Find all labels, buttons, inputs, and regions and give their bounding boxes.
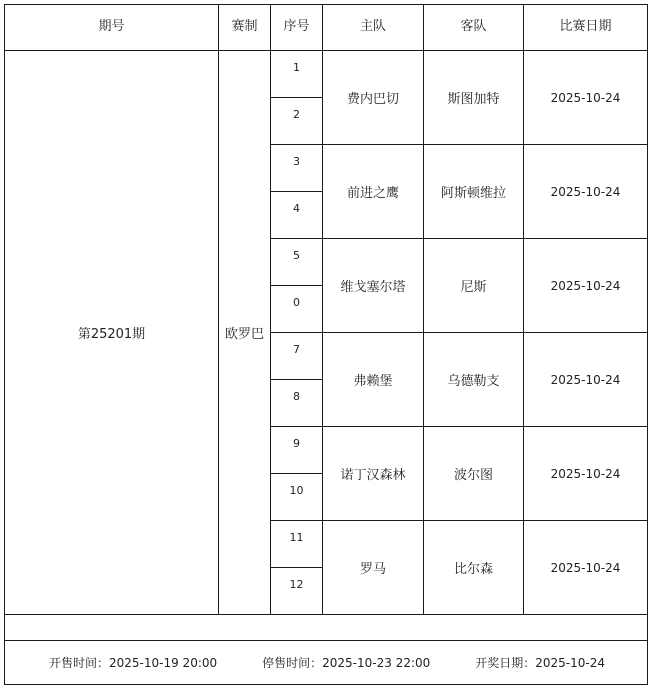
header-away: 客队 bbox=[424, 5, 524, 51]
match-date-cell: 2025-10-24 bbox=[524, 333, 648, 427]
header-home: 主队 bbox=[323, 5, 424, 51]
empty-cell bbox=[5, 615, 648, 641]
seq-cell: 10 bbox=[271, 474, 323, 521]
home-team-cell: 诺丁汉森林 bbox=[323, 427, 424, 521]
home-team-cell: 维戈塞尔塔 bbox=[323, 239, 424, 333]
seq-cell: 9 bbox=[271, 427, 323, 474]
seq-cell: 12 bbox=[271, 568, 323, 615]
match-date-cell: 2025-10-24 bbox=[524, 51, 648, 145]
seq-cell: 8 bbox=[271, 380, 323, 427]
sale-close-time: 停售时间：2025-10-23 22:00 bbox=[262, 656, 431, 670]
home-team-cell: 前进之鹰 bbox=[323, 145, 424, 239]
header-period: 期号 bbox=[5, 5, 219, 51]
header-row bbox=[5, 5, 648, 51]
competition-cell: 欧罗巴 bbox=[219, 51, 271, 615]
seq-cell: 1 bbox=[271, 51, 323, 98]
away-team-cell: 波尔图 bbox=[424, 427, 524, 521]
sale-open-time: 开售时间：2025-10-19 20:00 bbox=[49, 656, 218, 670]
match-date-cell: 2025-10-24 bbox=[524, 521, 648, 615]
match-date-cell: 2025-10-24 bbox=[524, 239, 648, 333]
seq-cell: 11 bbox=[271, 521, 323, 568]
seq-cell: 2 bbox=[271, 98, 323, 145]
footer-row bbox=[5, 641, 648, 685]
footer-cell bbox=[5, 641, 648, 685]
header-date: 比赛日期 bbox=[524, 5, 648, 51]
header-seq: 序号 bbox=[271, 5, 323, 51]
away-team-cell: 比尔森 bbox=[424, 521, 524, 615]
header-competition: 赛制 bbox=[219, 5, 271, 51]
period-cell: 第25201期 bbox=[5, 51, 219, 615]
footer-info bbox=[5, 654, 647, 671]
home-team-cell: 费内巴切 bbox=[323, 51, 424, 145]
seq-cell: 0 bbox=[271, 286, 323, 333]
away-team-cell: 阿斯顿维拉 bbox=[424, 145, 524, 239]
away-team-cell: 乌德勒支 bbox=[424, 333, 524, 427]
home-team-cell: 罗马 bbox=[323, 521, 424, 615]
seq-cell: 5 bbox=[271, 239, 323, 286]
seq-cell: 7 bbox=[271, 333, 323, 380]
match-schedule-table bbox=[4, 4, 648, 685]
home-team-cell: 弗赖堡 bbox=[323, 333, 424, 427]
match-date-cell: 2025-10-24 bbox=[524, 427, 648, 521]
empty-row bbox=[5, 615, 648, 641]
away-team-cell: 斯图加特 bbox=[424, 51, 524, 145]
table-row bbox=[5, 51, 648, 98]
draw-date: 开奖日期：2025-10-24 bbox=[475, 656, 605, 670]
seq-cell: 4 bbox=[271, 192, 323, 239]
match-date-cell: 2025-10-24 bbox=[524, 145, 648, 239]
away-team-cell: 尼斯 bbox=[424, 239, 524, 333]
seq-cell: 3 bbox=[271, 145, 323, 192]
